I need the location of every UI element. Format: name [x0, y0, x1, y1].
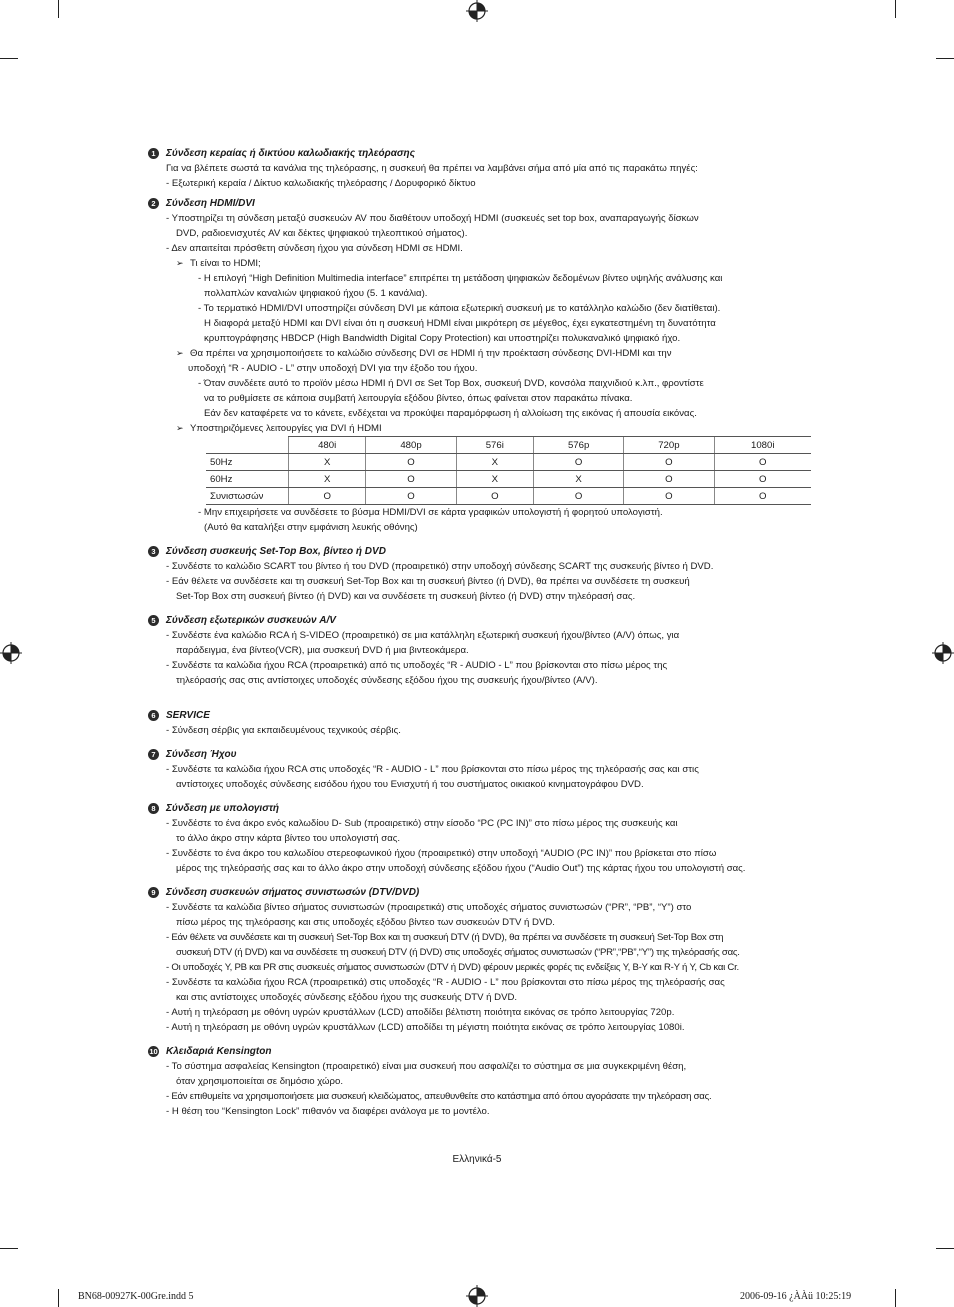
text-line: - Συνδέστε τα καλώδια ήχου RCA στις υποδοχές “R - AUDIO - L” που βρίσκονται στο πίσω μέρος της τηλεόρασής σας και στις: [166, 764, 699, 775]
text-line: - Αυτή η τηλεόραση με οθόνη υγρών κρυστάλλων (LCD) αποδίδει βέλτιστη ποιότητα εικόνας σε τρόπο λειτουργίας 720p.: [166, 1007, 675, 1018]
section-heading: [148, 196, 818, 211]
table-cell: O: [624, 471, 714, 488]
section-heading: [148, 1044, 818, 1059]
text-line: - Εάν θέλετε να συνδέσετε και τη συσκευή Set-Top Box και τη συσκευή βίντεο (ή DVD), θα πρέπει να συνδέσετε τη συσκευή: [166, 576, 690, 587]
table-cell: 1080i: [714, 437, 811, 454]
note-line: [148, 421, 818, 436]
text-line: - Συνδέστε το ένα άκρο του καλωδίου στερεοφωνικού ήχου (προαιρετικό) στην υποδοχή “AUDIO (PC IN)” που βρίσκεται στο πίσω: [166, 848, 717, 859]
crop-mark: [58, 0, 59, 18]
table-cell: O: [533, 454, 623, 471]
registration-mark-icon: [0, 642, 22, 664]
text-line: αντίστοιχες υποδοχές σύνδεσης εισόδου ήχου του Ενισχυτή ή του συστήματος οικιακού κινηματογράφου DVD.: [176, 779, 644, 790]
table-cell: X: [289, 454, 366, 471]
text-line: μέρος της τηλεόρασής σας και το άλλο άκρο στην υποδοχή σύνδεσης εξόδου ήχου (“Audio Out”) της κάρτας ήχου του υπολογιστή σας.: [176, 863, 746, 874]
text-line: - Συνδέστε το καλώδιο SCART του βίντεο ή του DVD (προαιρετικό) στην υποδοχή σύνδεσης SCART της συσκευής βίντεο ή DVD.: [166, 561, 714, 572]
crop-mark: [895, 1289, 896, 1307]
section-pc: [148, 801, 818, 876]
supported-modes-table: [206, 436, 811, 505]
note-line: [148, 256, 818, 271]
table-cell: 576i: [456, 437, 533, 454]
section-number-badge: 9: [148, 887, 159, 898]
text-line: (Αυτό θα καταλήξει στην εμφάνιση λευκής οθόνης): [204, 522, 418, 533]
text-line: πίσω μέρος της τηλεόρασης και στις υποδοχές εξόδου βίντεο των συσκευών DTV ή DVD.: [176, 917, 555, 928]
text-line: - Συνδέστε τα καλώδια ήχου RCA (προαιρετικά) στις υποδοχές “R - AUDIO - L” που βρίσκονται στο πίσω μέρος της τηλεόρασής σας: [166, 977, 725, 988]
section-heading: [148, 747, 818, 762]
note-line: [148, 346, 818, 361]
note-arrow-icon: ➢: [176, 423, 184, 433]
table-cell: Συνιστωσών: [206, 488, 289, 505]
crop-mark: [58, 1289, 59, 1307]
table-cell: X: [456, 471, 533, 488]
table-row: [206, 471, 811, 488]
text-line: - Δεν απαιτείται πρόσθετη σύνδεση ήχου για σύνδεση HDMI σε HDMI.: [166, 243, 463, 254]
table-cell: X: [289, 471, 366, 488]
text-line: όταν χρησιμοποιείται σε δημόσιο χώρο.: [176, 1076, 344, 1087]
crop-mark: [0, 58, 18, 59]
text-line: - Συνδέστε ένα καλώδιο RCA ή S-VIDEO (προαιρετικό) σε μια κατάλληλη εξωτερική συσκευή ήχου/βίντεο (A/V) όπως, για: [166, 630, 680, 641]
table-cell: O: [714, 488, 811, 505]
section-external-av: [148, 613, 818, 688]
section-number-badge: 3: [148, 546, 159, 557]
section-hdmi-dvi: [148, 196, 818, 535]
text-line: συσκευή DTV (ή DVD) και να συνδέσετε τη συσκευή DTV (ή DVD) στις υποδοχές σήματος συνιστωσών (“PR”,“PB”,“Y”) της τηλεόρασής σας.: [176, 947, 740, 958]
registration-mark-icon: [466, 1285, 488, 1307]
section-antenna: [148, 146, 818, 191]
section-title: Σύνδεση συσκευής Set-Top Box, βίντεο ή DVD: [166, 546, 386, 557]
document-body: [148, 146, 818, 1119]
section-title: Σύνδεση κεραίας ή δικτύου καλωδιακής τηλεόρασης: [166, 148, 415, 159]
text-line: Για να βλέπετε σωστά τα κανάλια της τηλεόρασης, η συσκευή θα πρέπει να λαμβάνει σήμα από μία από τις παρακάτω πηγές:: [166, 163, 698, 174]
text-line: κρυπτογράφησης HBDCP (High Bandwidth Digital Copy Protection) και υποστηρίζει πολυκαναλικό ψηφιακό ήχο.: [204, 333, 681, 344]
section-audio: [148, 747, 818, 792]
text-line: - Συνδέστε τα καλώδια βίντεο σήματος συνιστωσών (προαιρετικά) στις υποδοχές σήματος συνιστωσών (“PR”, “PB”, “Y”) στο: [166, 902, 692, 913]
text-line: παράδειγμα, ένα βίντεο(VCR), μια συσκευή DVD ή μια βιντεοκάμερα.: [176, 645, 469, 656]
text-line: - Υποστηρίζει τη σύνδεση μεταξύ συσκευών AV που διαθέτουν υποδοχή HDMI (συσκευές set top box, αναπαραγωγής δίσκων: [166, 213, 699, 224]
section-heading: [148, 885, 818, 900]
table-cell: 480i: [289, 437, 366, 454]
text-line: Η διαφορά μεταξύ HDMI και DVI είναι ότι η συσκευή HDMI είναι μικρότερη σε μέγεθος, έχει εγκατεστημένη τη δυνατότητα: [204, 318, 716, 329]
section-number-badge: 1: [148, 148, 159, 159]
table-cell: O: [624, 454, 714, 471]
footer-timestamp: 2006-09-16 ¿ÀÀü 10:25:19: [740, 1291, 852, 1302]
table-cell: 60Hz: [206, 471, 289, 488]
text-line: - Όταν συνδέετε αυτό το προϊόν μέσω HDMI ή DVI σε Set Top Box, συσκευή DVD, κονσόλα παιχνιδιού κ.λπ., φροντίστε: [198, 378, 704, 389]
section-heading: [148, 708, 818, 723]
table-cell: 576p: [533, 437, 623, 454]
section-heading: [148, 801, 818, 816]
note-arrow-icon: ➢: [176, 348, 184, 358]
text-line: - Σύνδεση σέρβις για εκπαιδευμένους τεχνικούς σέρβις.: [166, 725, 401, 736]
text-line: - Η επιλογή “High Definition Multimedia interface” επιτρέπει τη μετάδοση ψηφιακών δεδομένων βίντεο υψηλής ανάλυσης και: [198, 273, 723, 284]
text-line: - Εάν θέλετε να συνδέσετε και τη συσκευή Set-Top Box και τη συσκευή DTV (ή DVD), θα πρέπει να συνδέσετε τη συσκευή Set-Top Box στη: [166, 932, 724, 943]
section-title: Κλειδαριά Kensington: [166, 1046, 272, 1057]
section-kensington: [148, 1044, 818, 1119]
note-title: Θα πρέπει να χρησιμοποιήσετε το καλώδιο σύνδεσης DVI σε HDMI ή την προέκταση σύνδεσης DVI-HDMI και την: [190, 348, 672, 359]
table-cell: O: [533, 488, 623, 505]
table-header-row: [206, 437, 811, 454]
table-cell: [206, 437, 289, 454]
text-line: και στις αντίστοιχες υποδοχές σύνδεσης εξόδου ήχου της συσκευής DTV ή DVD.: [176, 992, 518, 1003]
table-cell: O: [289, 488, 366, 505]
text-line: - Οι υποδοχές Y, PB και PR στις συσκευές σήματος συνιστωσών (DTV ή DVD) φέρουν μερικές φορές τις ενδείξεις Y, B-Y και R-Y ή Y, Cb και Cr.: [166, 962, 739, 973]
page-number: Ελληνικά-5: [452, 1154, 502, 1165]
note-title: Τι είναι το HDMI;: [190, 258, 261, 269]
text-line: - Συνδέστε τα καλώδια ήχου RCA (προαιρετικά) από τις υποδοχές “R - AUDIO - L” που βρίσκονται στο πίσω μέρος της: [166, 660, 668, 671]
section-number-badge: 8: [148, 803, 159, 814]
text-line: να το ρυθμίσετε σε κάποια συμβατή λειτουργία εξόδου βίντεο, όπως φαίνεται στον παρακάτω πίνακα.: [204, 393, 633, 404]
section-number-badge: 10: [149, 1047, 158, 1056]
note-title: Υποστηριζόμενες λειτουργίες για DVI ή HDMI: [190, 423, 382, 434]
text-line: - Το σύστημα ασφαλείας Kensington (προαιρετικό) είναι μια συσκευή που ασφαλίζει το σύστημα σε μια συγκεκριμένη θέση,: [166, 1061, 687, 1072]
text-line: - Εάν επιθυμείτε να χρησιμοποιήσετε μια συσκευή κλειδώματος, απευθυνθείτε στο κατάστημα από όπου αγοράσατε την τηλεόραση σας.: [166, 1091, 712, 1102]
table-cell: 50Hz: [206, 454, 289, 471]
table-row: [206, 488, 811, 505]
section-title: Σύνδεση με υπολογιστή: [166, 803, 280, 814]
section-number-badge: 5: [148, 615, 159, 626]
table-cell: O: [366, 471, 456, 488]
table-cell: O: [366, 488, 456, 505]
section-component: [148, 885, 818, 1035]
text-line: - Το τερματικό HDMI/DVI υποστηρίζει σύνδεση DVI με κάποια εξωτερική συσκευή με το κατάλληλο καλώδιο (δεν διατίθεται).: [198, 303, 721, 314]
table-cell: X: [533, 471, 623, 488]
section-title: Σύνδεση HDMI/DVI: [166, 198, 255, 209]
section-number-badge: 7: [148, 749, 159, 760]
text-line: - Αυτή η τηλεόραση με οθόνη υγρών κρυστάλλων (LCD) αποδίδει τη μέγιστη ποιότητα εικόνας σε τρόπο λειτουργίας 1080i.: [166, 1022, 685, 1033]
table-row: [206, 454, 811, 471]
text-line: Set-Top Box στη συσκευή βίντεο (ή DVD) και να συνδέσετε τη συσκευή βίντεο (ή DVD) στην τηλεόρασή σας.: [176, 591, 636, 602]
crop-mark: [0, 1248, 18, 1249]
registration-mark-icon: [466, 0, 488, 22]
text-line: - Εξωτερική κεραία / Δίκτυο καλωδιακής τηλεόρασης / Δορυφορικό δίκτυο: [166, 178, 476, 189]
note-arrow-icon: ➢: [176, 258, 184, 268]
table-cell: X: [456, 454, 533, 471]
section-number-badge: 6: [148, 710, 159, 721]
table-cell: 480p: [366, 437, 456, 454]
section-title: Σύνδεση Ήχου: [166, 749, 237, 760]
section-service: [148, 708, 818, 738]
text-line: τηλεόρασής σας στις αντίστοιχες υποδοχές σύνδεσης εξόδου ήχου της συσκευής ήχου/βίντεο (A/V).: [176, 675, 598, 686]
section-title: SERVICE: [166, 710, 210, 721]
section-title: Σύνδεση εξωτερικών συσκευών A/V: [166, 615, 336, 626]
section-title: Σύνδεση συσκευών σήματος συνιστωσών (DTV/DVD): [166, 887, 420, 898]
table-cell: O: [624, 488, 714, 505]
footer-file-name: BN68-00927K-00Gre.indd 5: [78, 1291, 194, 1302]
section-heading: [148, 544, 818, 559]
table-cell: O: [366, 454, 456, 471]
section-heading: [148, 613, 818, 628]
text-line: το άλλο άκρο στην κάρτα βίντεο του υπολογιστή σας.: [176, 833, 401, 844]
text-line: υποδοχή “R - AUDIO - L” στην υποδοχή DVI για την έξοδο του ήχου.: [188, 363, 478, 374]
table-cell: O: [456, 488, 533, 505]
text-line: - Συνδέστε το ένα άκρο ενός καλωδίου D- Sub (προαιρετικό) στην είσοδο “PC (PC IN)” στο πίσω μέρος της συσκευής και: [166, 818, 678, 829]
table-cell: O: [714, 471, 811, 488]
table-cell: O: [714, 454, 811, 471]
crop-mark: [936, 1248, 954, 1249]
section-number-badge: 2: [148, 198, 159, 209]
section-heading: [148, 146, 818, 161]
table-cell: 720p: [624, 437, 714, 454]
registration-mark-icon: [932, 642, 954, 664]
crop-mark: [936, 58, 954, 59]
text-line: Εάν δεν καταφέρετε να το κάνετε, ενδέχεται να προκύψει παραμόρφωση ή αλλοίωση της εικόνας ή απουσία εικόνας.: [204, 408, 697, 419]
text-line: πολλαπλών καναλιών ψηφιακού ήχου (5. 1 κανάλια).: [204, 288, 428, 299]
text-line: - Μην επιχειρήσετε να συνδέσετε το βύσμα HDMI/DVI σε κάρτα γραφικών υπολογιστή ή φορητού υπολογιστή.: [198, 507, 663, 518]
crop-mark: [895, 0, 896, 18]
text-line: DVD, ραδιοενισχυτές AV και δέκτες ψηφιακού τηλεοπτικού σήματος).: [176, 228, 468, 239]
section-settopbox-vcr-dvd: [148, 544, 818, 604]
text-line: - Η θέση του “Kensington Lock” πιθανόν να διαφέρει ανάλογα με το μοντέλο.: [166, 1106, 490, 1117]
